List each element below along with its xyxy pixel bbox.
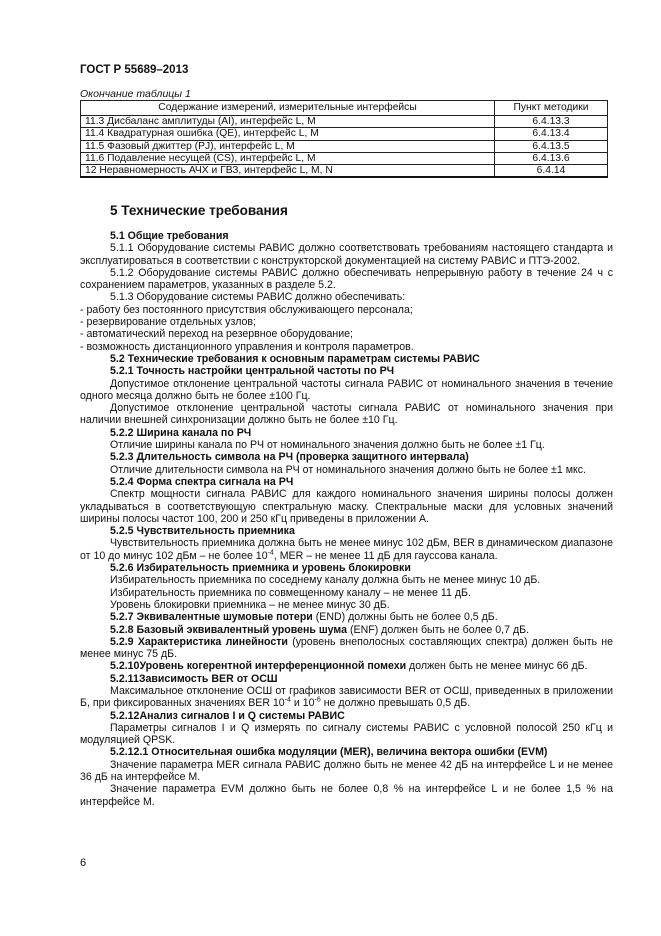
paragraph: Избирательность приемника по совмещенному каналу – не менее 11 дБ.: [110, 586, 471, 599]
table-cell: 12 Неравномерность АЧХ и ГВЗ, интерфейс L, M, N: [81, 165, 495, 178]
text-run: и 10: [290, 697, 315, 710]
clause-heading: 5.2.12Анализ сигналов I и Q системы РАВИС: [110, 709, 345, 722]
table-row: [81, 140, 608, 152]
paragraph: Спектр мощности сигнала РАВИС для каждого номинального значения ширины полосы должен укладываться в соответствующую спектральную маску. Спектральные маски для условных значений ширины полосы частот 100, 200 и 250 кГц приведены в приложении А.: [80, 488, 613, 525]
paragraph: Отличие длительности символа на РЧ от номинального значения должно быть не более ±1 мкс.: [110, 463, 586, 476]
paragraph: Допустимое отклонение центральной частоты сигнала РАВИС от номинального значения при наличии внешней синхронизации должно быть не более ±10 Гц.: [80, 402, 613, 427]
paragraph: Избирательность приемника по соседнему каналу должна быть не менее минус 10 дБ.: [110, 574, 541, 587]
paragraph: 5.1.2 Оборудование системы РАВИС должно обеспечивать непрерывную работу в течение 24 ч с сохранением параметров, указанных в разделе 5.2.: [80, 266, 613, 292]
paragraph: [80, 624, 613, 636]
table-cell: 6.4.13.6: [495, 152, 608, 164]
clause-heading: 5.2.7 Эквивалентные шумовые потери: [110, 611, 313, 624]
list-item: - резервирование отдельных узлов;: [80, 316, 256, 329]
superscript: -4: [284, 696, 291, 704]
text-run: (ENF) должен быть не более 0,7 дБ.: [347, 623, 530, 636]
paragraph: Уровень блокировки приемника – не менее минус 30 дБ.: [110, 598, 390, 611]
page-number: 6: [80, 857, 87, 869]
table-row: [81, 116, 608, 128]
section-title: 5 Технические требования: [110, 203, 288, 218]
document-header: ГОСТ Р 55689–2013: [80, 64, 189, 76]
clause-heading: 5.2.11Зависимость BER от ОСШ: [110, 672, 278, 685]
list-item: - работу без постоянного присутствия обслуживающего персонала;: [80, 303, 413, 316]
paragraph: 5.1.1 Оборудование системы РАВИС должно соответствовать требованиям настоящего стандарта и эксплуатироваться в соответствии с конструкторской документацией на систему РАВИС и ПТЭ-2002.: [80, 242, 613, 267]
table-caption: Окончание таблицы 1: [80, 88, 191, 100]
paragraph: [80, 537, 613, 562]
paragraph: [80, 660, 613, 672]
text-run: должен быть не менее минус 66 дБ.: [406, 660, 588, 673]
table-cell: 6.4.14: [495, 165, 608, 178]
clause-heading: 5.2.10Уровень когерентной интерференционной помехи: [110, 660, 407, 673]
paragraph: Отличие ширины канала по РЧ от номинального значения должно быть не более ±1 Гц.: [110, 439, 545, 452]
superscript: -4: [267, 549, 274, 557]
table-cell: 6.4.13.5: [495, 140, 608, 152]
paragraph: Значение параметра EVM должно быть не более 0,8 % на интерфейсе L и не более 1,5 % на интерфейсе М.: [80, 783, 613, 808]
table-cell: 11.3 Дисбаланс амплитуды (AI), интерфейс L, M: [81, 116, 495, 128]
paragraph: Параметры сигналов I и Q измерять по сигналу системы РАВИС с условной полосой 250 кГц и модуляцией QPSK.: [80, 721, 613, 747]
column-header-content: Содержание измерений, измерительные интерфейсы: [81, 101, 495, 116]
paragraph: [80, 611, 613, 623]
table-cell: 6.4.13.3: [495, 116, 608, 128]
paragraph: [80, 636, 613, 661]
paragraph: Значение параметра MER сигнала РАВИС должно быть не менее 42 дБ на интерфейсе L и не менее 36 дБ на интерфейсе М.: [80, 758, 613, 784]
measurements-table: [80, 100, 608, 178]
paragraph: Допустимое отклонение центральной частоты сигнала РАВИС от номинального значения в течение одного месяца должно быть не более ±100 Гц.: [80, 377, 613, 402]
subsection-heading: 5.2 Технические требования к основным параметрам системы РАВИС: [110, 352, 480, 365]
clause-heading: 5.2.6 Избирательность приемника и уровень блокировки: [110, 562, 411, 575]
clause-heading: 5.2.8 Базовый эквивалентный уровень шума: [110, 623, 348, 636]
clause-heading: 5.2.4 Форма спектра сигнала на РЧ: [110, 475, 294, 488]
table-cell: 11.6 Подавление несущей (CS), интерфейс L, M: [81, 152, 495, 164]
table-row: [81, 152, 608, 164]
column-header-method: Пункт методики: [495, 101, 608, 116]
paragraph: 5.1.3 Оборудование системы РАВИС должно обеспечивать:: [110, 291, 406, 304]
table-cell: 11.4 Квадратурная ошибка (QE), интерфейс L, M: [81, 128, 495, 140]
text-run: , MER – не менее 11 дБ для гауссова канала.: [273, 549, 498, 562]
paragraph: [80, 685, 613, 710]
text-run: не должно превышать 0,5 дБ.: [320, 697, 471, 710]
clause-heading: 5.2.3 Длительность символа на РЧ (проверка защитного интервала): [110, 451, 469, 464]
clause-heading: 5.2.1 Точность настройки центральной частоты по РЧ: [110, 365, 395, 378]
table-row: [81, 128, 608, 140]
text-run: Максимальное отклонение ОСШ от графиков зависимости BER от ОСШ, приведенных в приложении Б, при фиксированных значениях BER 10: [80, 684, 613, 710]
clause-heading: 5.2.2 Ширина канала по РЧ: [110, 426, 252, 439]
clause-heading: 5.2.5 Чувствительность приемника: [110, 525, 295, 538]
table-cell: 11.5 Фазовый джиттер (PJ), интерфейс L, M: [81, 140, 495, 152]
table-cell: 6.4.13.4: [495, 128, 608, 140]
text-run: (END) должны быть не более 0,5 дБ.: [312, 611, 498, 624]
list-item: - возможность дистанционного управления и контроля параметров.: [80, 340, 414, 353]
clause-heading: 5.2.9 Характеристика линейности: [110, 635, 288, 648]
text-run: Чувствительность приемника должна быть не менее минус 102 дБм, BER в динамическом диапазоне от 10 до минус 102 дБм – не более 10: [80, 537, 613, 562]
clause-heading: 5.2.12.1 Относительная ошибка модуляции (MER), величина вектора ошибки (EVM): [110, 746, 548, 759]
table-row: [81, 165, 608, 178]
document-body: [80, 230, 613, 808]
subsection-heading: 5.1 Общие требования: [110, 230, 229, 242]
text-run: (уровень внеполосных составляющих спектра) должен быть не менее минус 75 дБ.: [80, 635, 613, 661]
table-header-row: [81, 101, 608, 116]
list-item: - автоматический переход на резервное оборудование;: [80, 328, 353, 341]
superscript: -6: [314, 696, 321, 704]
